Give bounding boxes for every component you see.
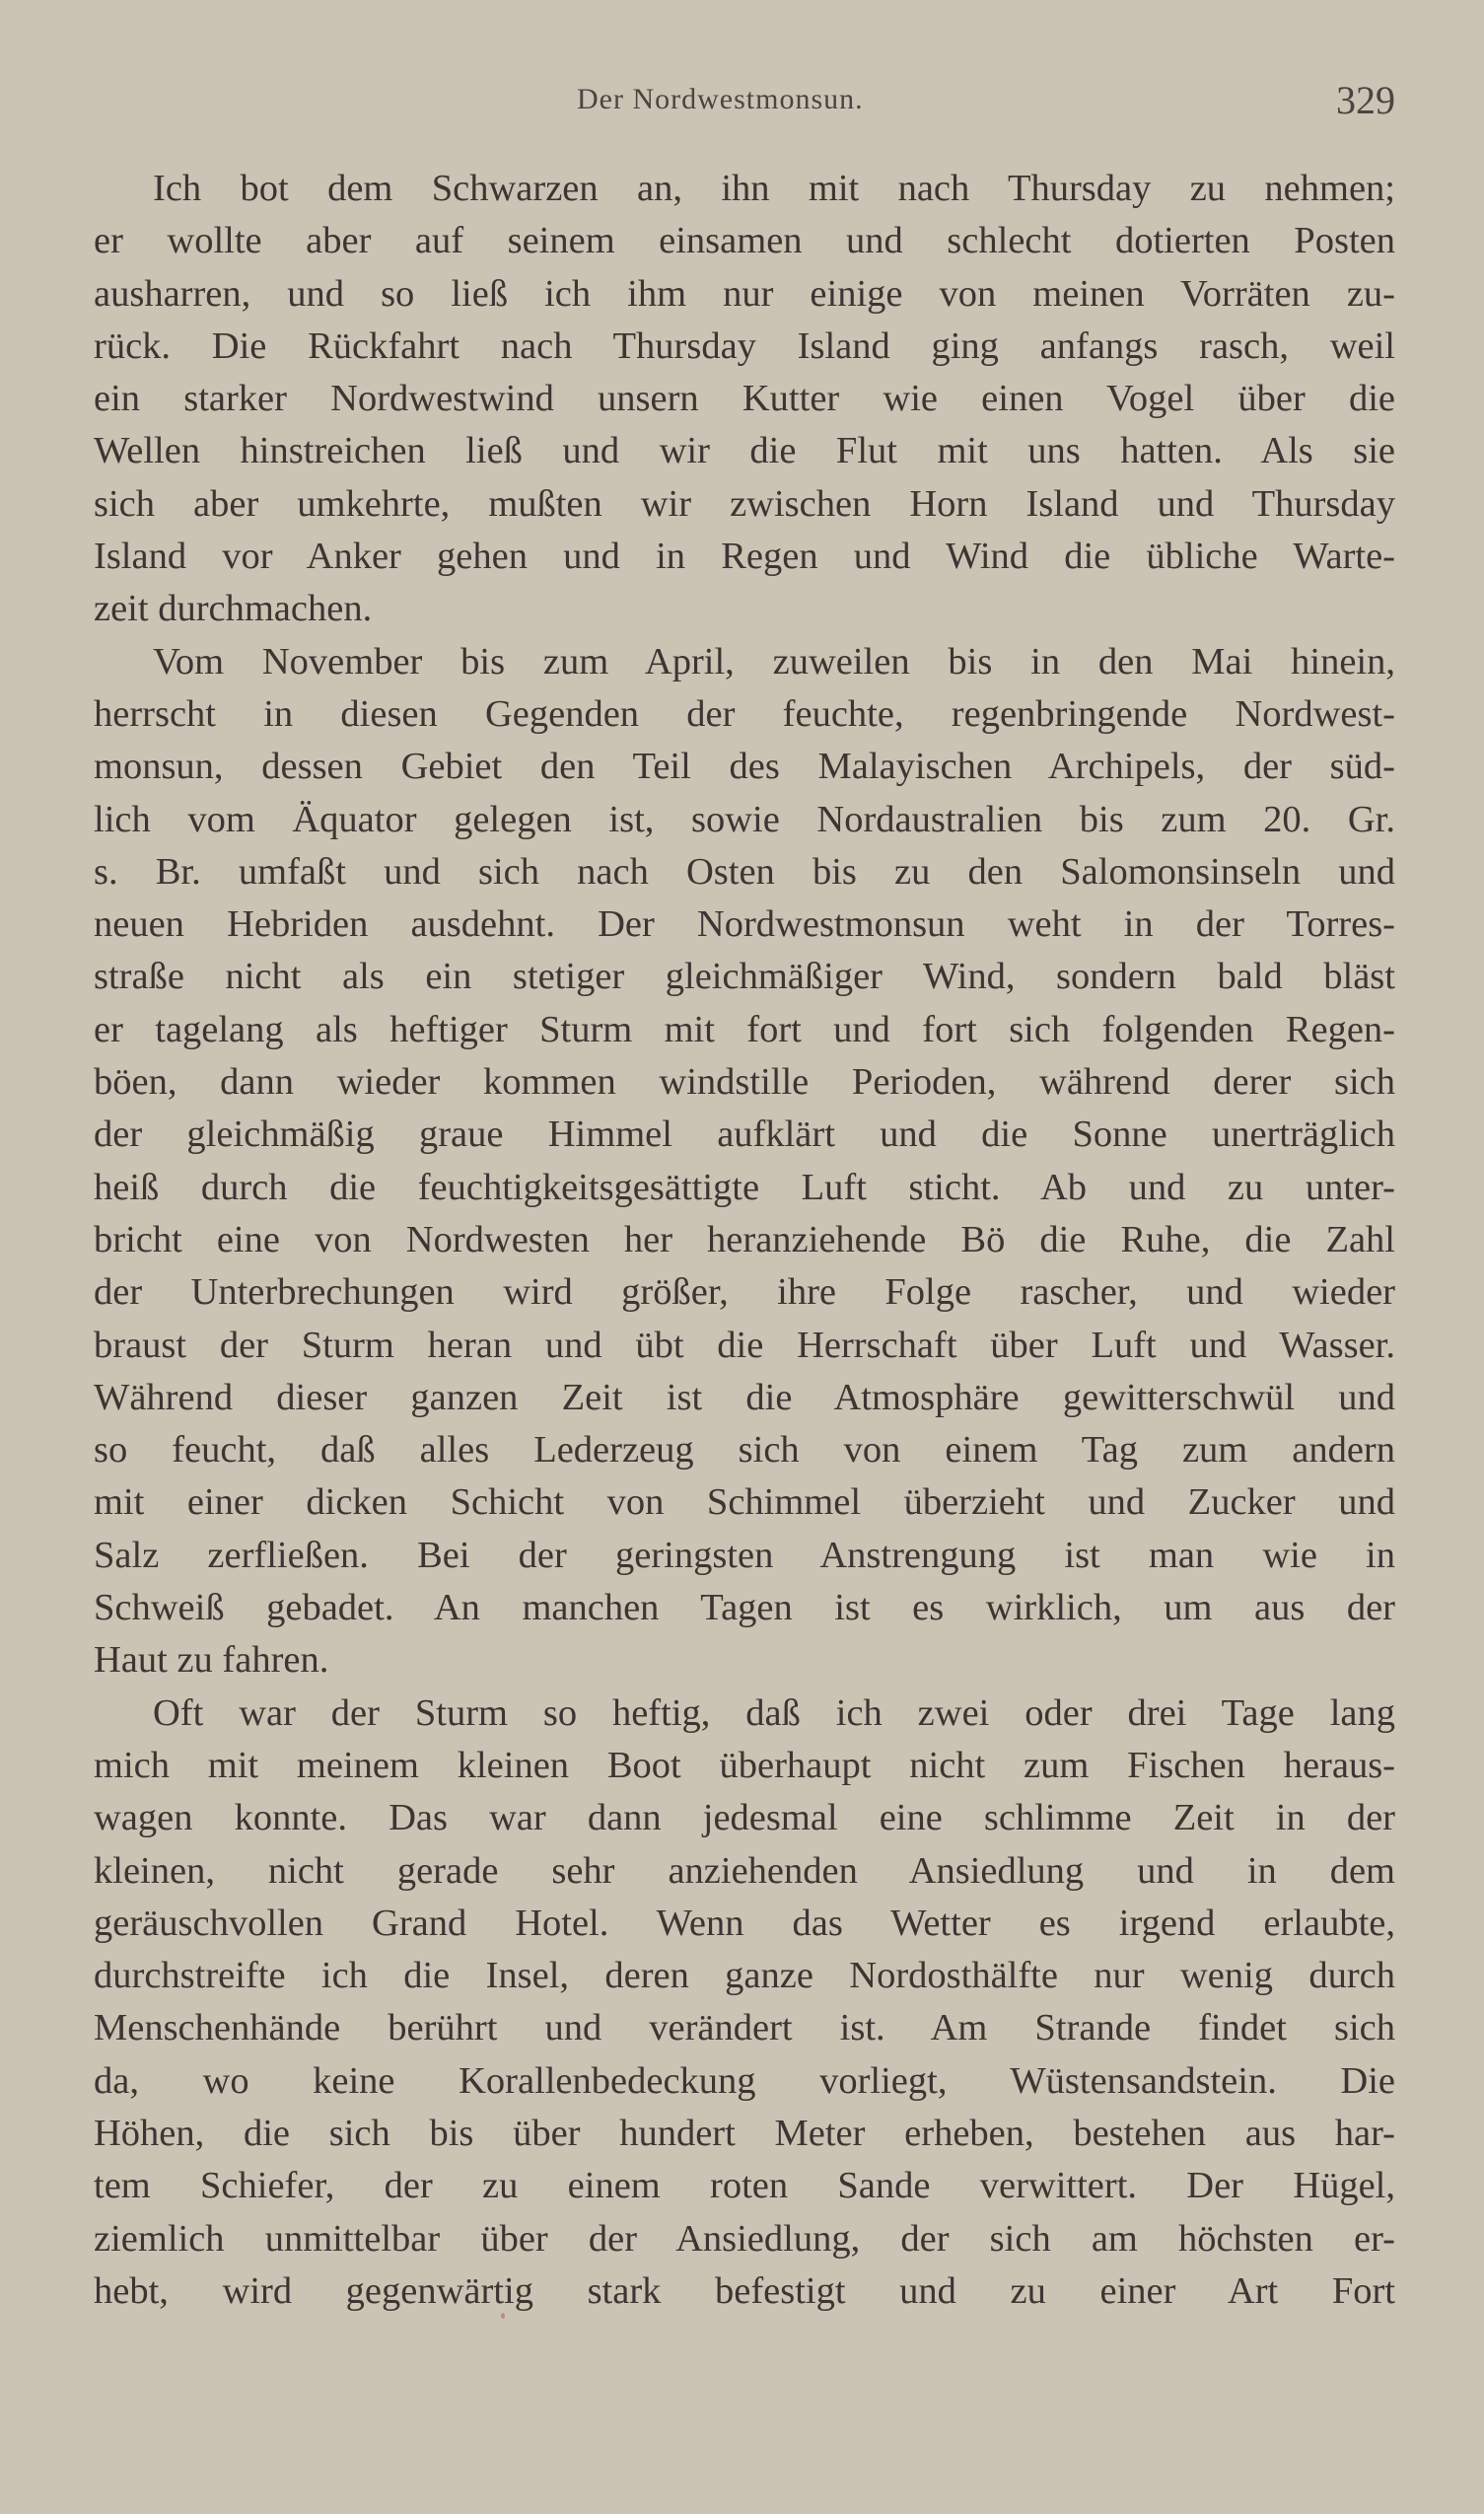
text-line: da, wo keine Korallenbedeckung vorliegt, Wüstensandstein. Die [94, 2059, 1395, 2102]
text-line: wagen konnte. Das war dann jedesmal eine schlimme Zeit in der [94, 1797, 1395, 1839]
text-line: böen, dann wieder kommen windstille Perioden, während derer sich [94, 1061, 1395, 1104]
body-text [94, 163, 1395, 2318]
text-line: herrscht in diesen Gegenden der feuchte, regenbringende Nordwest- [94, 692, 1395, 735]
text-line: ein starker Nordwestwind unsern Kutter wie einen Vogel über die [94, 378, 1395, 420]
text-line: hebt, wird gegenwärtig stark befestigt und zu einer Art Fort [94, 2269, 1395, 2312]
text-line: Wellen hinstreichen ließ und wir die Flut mit uns hatten. Als sie [94, 430, 1395, 472]
text-line: Ich bot dem Schwarzen an, ihn mit nach Thursday zu nehmen; [153, 168, 1395, 209]
text-line: monsun, dessen Gebiet den Teil des Malayischen Archipels, der süd- [94, 746, 1395, 788]
text-line: Schweiß gebadet. An manchen Tagen ist es wirklich, um aus der [94, 1587, 1395, 1629]
text-line: Oft war der Sturm so heftig, daß ich zwei oder drei Tage lang [153, 1691, 1395, 1734]
text-line: lich vom Äquator gelegen ist, sowie Nordaustralien bis zum 20. Gr. [94, 798, 1395, 840]
text-line: kleinen, nicht gerade sehr anziehenden Ansiedlung und in dem [94, 1849, 1395, 1892]
text-line: geräuschvollen Grand Hotel. Wenn das Wetter es irgend erlaubte, [94, 1902, 1395, 1944]
text-line: neuen Hebriden ausdehnt. Der Nordwestmonsun weht in der Torres- [94, 903, 1395, 946]
text-line: heiß durch die feuchtigkeitsgesättigte Luft sticht. Ab und zu unter- [94, 1166, 1395, 1208]
text-line: mich mit meinem kleinen Boot überhaupt nicht zum Fischen heraus- [94, 1744, 1395, 1786]
text-line: zeit durchmachen. [94, 588, 373, 630]
text-line: ziemlich unmittelbar über der Ansiedlung, der sich am höchsten er- [94, 2217, 1395, 2260]
text-line: Menschenhände berührt und verändert ist. Am Strande findet sich [94, 2007, 1395, 2049]
text-line: Vom November bis zum April, zuweilen bis in den Mai hinein, [153, 640, 1395, 682]
text-line: Salz zerfließen. Bei der geringsten Anstrengung ist man wie in [94, 1534, 1395, 1576]
text-line: er wollte aber auf seinem einsamen und schlecht dotierten Posten [94, 220, 1395, 262]
text-line: der Unterbrechungen wird größer, ihre Folge rascher, und wieder [94, 1271, 1395, 1314]
text-line: der gleichmäßig graue Himmel aufklärt und die Sonne unerträglich [94, 1113, 1395, 1156]
text-line: mit einer dicken Schicht von Schimmel überzieht und Zucker und [94, 1481, 1395, 1524]
text-line: er tagelang als heftiger Sturm mit fort und fort sich folgenden Regen- [94, 1008, 1395, 1050]
text-line: ausharren, und so ließ ich ihm nur einige von meinen Vorräten zu- [94, 272, 1395, 315]
text-line: Während dieser ganzen Zeit ist die Atmosphäre gewitterschwül und [94, 1376, 1395, 1418]
page-number: 329 [1336, 78, 1395, 122]
text-line: tem Schiefer, der zu einem roten Sande verwittert. Der Hügel, [94, 2165, 1395, 2207]
text-line: Haut zu fahren. [94, 1639, 329, 1682]
text-line: Höhen, die sich bis über hundert Meter erheben, bestehen aus har- [94, 2112, 1395, 2154]
text-line: s. Br. umfaßt und sich nach Osten bis zu den Salomonsinseln und [94, 850, 1395, 893]
text-line: braust der Sturm heran und übt die Herrschaft über Luft und Wasser. [94, 1324, 1395, 1366]
text-line: durchstreifte ich die Insel, deren ganze Nordosthälfte nur wenig durch [94, 1955, 1395, 1997]
text-line: Island vor Anker gehen und in Regen und Wind die übliche Warte- [94, 536, 1395, 578]
text-line: so feucht, daß alles Lederzeug sich von einem Tag zum andern [94, 1429, 1395, 1472]
text-line: straße nicht als ein stetiger gleichmäßiger Wind, sondern bald bläst [94, 956, 1395, 998]
ink-spot [501, 2313, 505, 2319]
text-line: sich aber umkehrte, mußten wir zwischen Horn Island und Thursday [94, 482, 1395, 525]
page-header [94, 77, 1395, 126]
text-line: bricht eine von Nordwesten her heranziehende Bö die Ruhe, die Zahl [94, 1218, 1395, 1260]
running-head: Der Nordwestmonsun. [577, 83, 864, 115]
text-line: rück. Die Rückfahrt nach Thursday Island ging anfangs rasch, weil [94, 324, 1395, 367]
